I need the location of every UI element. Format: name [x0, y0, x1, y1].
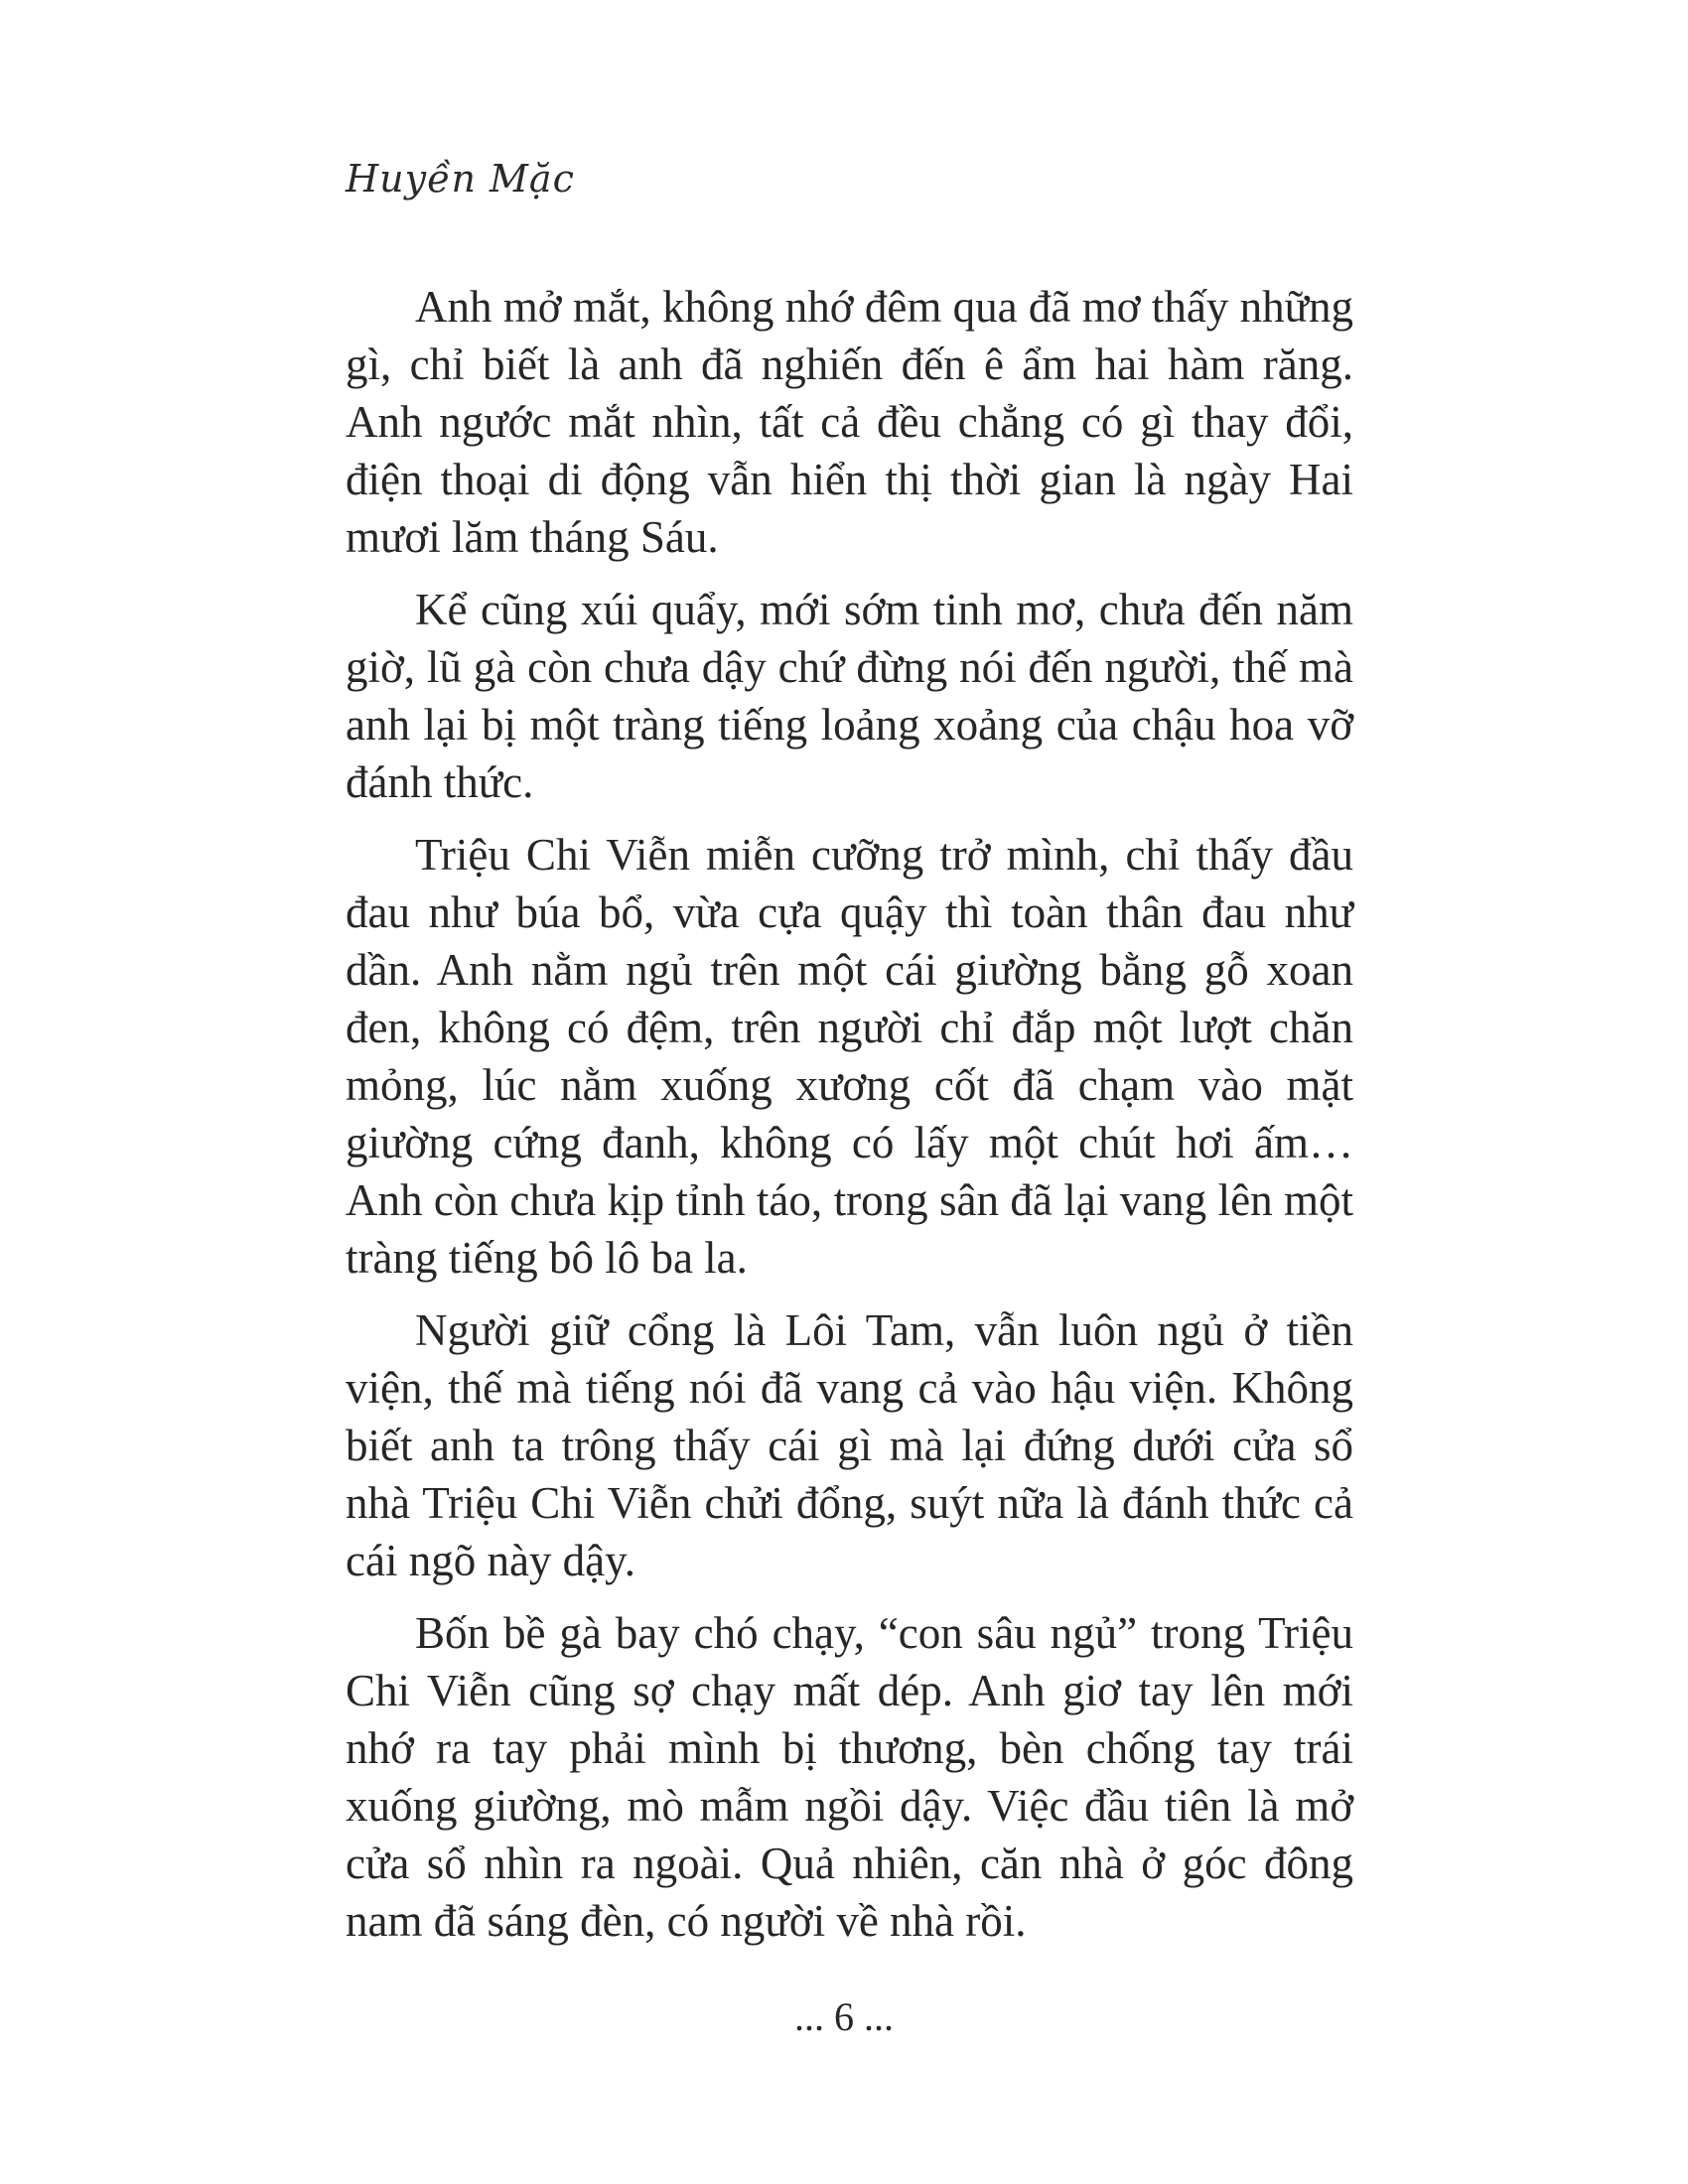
page-number: ... 6 ... — [794, 1994, 894, 2039]
paragraph-4: Người giữ cổng là Lôi Tam, vẫn luôn ngủ ở tiền viện, thế mà tiếng nói đã vang cả vào hậu viện. Không biết anh ta trông thấy cái gì mà lại đứng dưới cửa sổ nhà Triệu Chi Viễn chửi đổng, suýt nữa là đánh thức cả cái ngõ này dậy. — [346, 1305, 1353, 1585]
body-text — [346, 278, 1353, 1965]
paragraph-2: Kể cũng xúi quẩy, mới sớm tinh mơ, chưa đến năm giờ, lũ gà còn chưa dậy chứ đừng nói đến người, thế mà anh lại bị một tràng tiếng loảng xoảng của chậu hoa vỡ đánh thức. — [346, 585, 1353, 807]
running-header-title: Huyền Mặc — [346, 157, 575, 201]
paragraph-5: Bốn bề gà bay chó chạy, “con sâu ngủ” trong Triệu Chi Viễn cũng sợ chạy mất dép. Anh giơ tay lên mới nhớ ra tay phải mình bị thương, bèn chống tay trái xuống giường, mò mẫm ngồi dậy. Việc đầu tiên là mở cửa sổ nhìn ra ngoài. Quả nhiên, căn nhà ở góc đông nam đã sáng đèn, có người về nhà rồi. — [346, 1608, 1353, 1946]
paragraph-3: Triệu Chi Viễn miễn cưỡng trở mình, chỉ thấy đầu đau như búa bổ, vừa cựa quậy thì toàn thân đau như dần. Anh nằm ngủ trên một cái giường bằng gỗ xoan đen, không có đệm, trên người chỉ đắp một lượt chăn mỏng, lúc nằm xuống xương cốt đã chạm vào mặt giường cứng đanh, không có lấy một chút hơi ấm… Anh còn chưa kịp tỉnh táo, trong sân đã lại vang lên một tràng tiếng bô lô ba la. — [346, 830, 1353, 1283]
paragraph-1: Anh mở mắt, không nhớ đêm qua đã mơ thấy những gì, chỉ biết là anh đã nghiến đến ê ẩm hai hàm răng. Anh ngước mắt nhìn, tất cả đều chẳng có gì thay đổi, điện thoại di động vẫn hiển thị thời gian là ngày Hai mươi lăm tháng Sáu. — [346, 282, 1353, 562]
